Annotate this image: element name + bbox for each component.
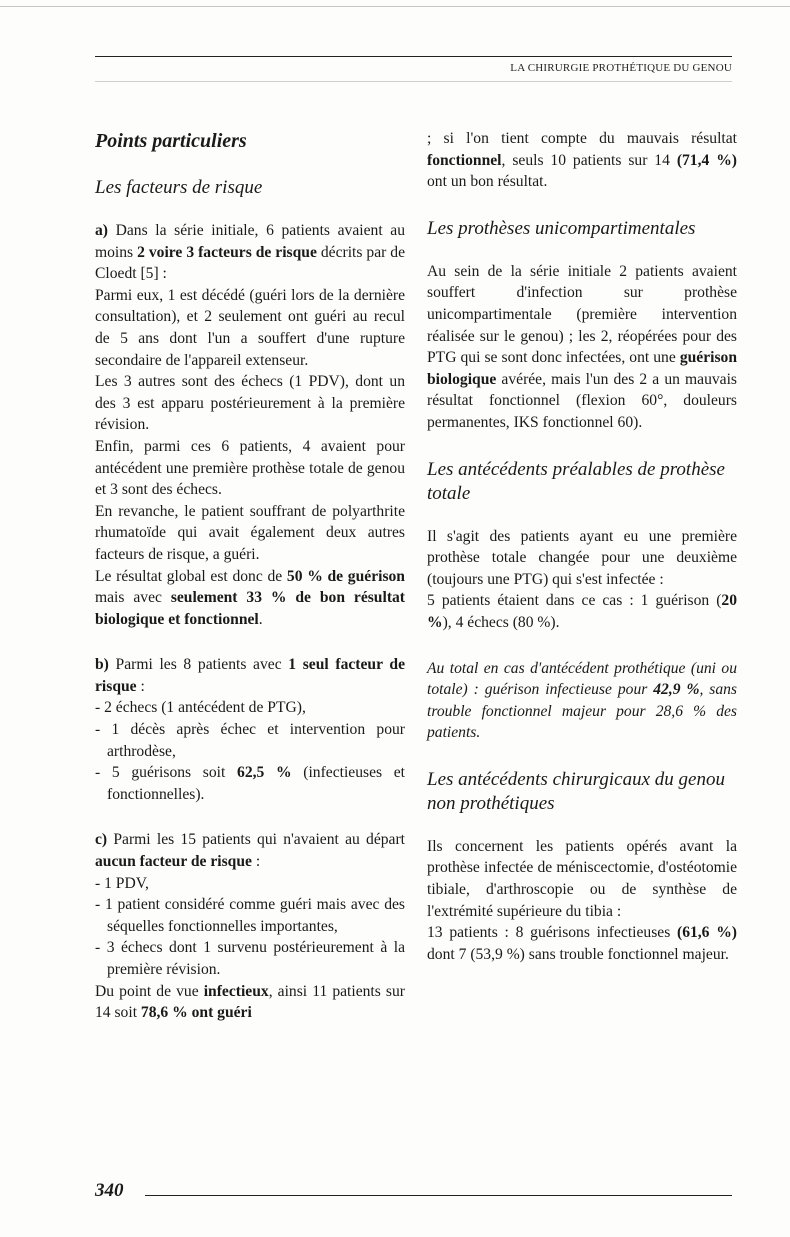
- header-underline: [95, 81, 732, 82]
- list-item: - 1 décès après échec et intervention pour arthrodèse,: [95, 719, 405, 762]
- subsection-title-non-prosthetic: Les antécédents chirurgicaux du genou non prothétiques: [427, 768, 725, 814]
- prior-total-paragraph-1: Il s'agit des patients ayant eu une première prothèse totale changée pour une deuxième (toujours une PTG) qui s'est infectée :: [427, 527, 737, 588]
- running-title: LA CHIRURGIE PROTHÉTIQUE DU GENOU: [510, 62, 732, 74]
- list-item: - 5 guérisons soit 62,5 % (infectieuses et fonctionnelles).: [95, 762, 405, 805]
- section-title: Points particuliers: [95, 130, 247, 152]
- prior-total-paragraph-2: 5 patients étaient dans ce cas : 1 guérison (20 %), 4 échecs (80 %).: [427, 592, 737, 631]
- non-prosthetic-paragraph-1: Ils concernent les patients opérés avant la prothèse infectée de méniscectomie, d'ostéotomie tibiale, d'arthroscopie ou de synthèse de l'extrémité supérieure du tibia :: [427, 837, 737, 920]
- page-number: 340: [95, 1180, 124, 1201]
- continuation-paragraph: ; si l'on tient compte du mauvais résultat fonctionnel, seuls 10 patients sur 14 (71,4 %) ont un bon résultat.: [427, 130, 737, 191]
- top-edge-rule: [0, 6, 790, 7]
- paragraph-a-6: Le résultat global est donc de 50 % de guérison mais avec seulement 33 % de bon résultat biologique et fonctionnel.: [95, 567, 405, 628]
- list-item: - 2 échecs (1 antécédent de PTG),: [95, 697, 405, 719]
- list-item: - 1 patient considéré comme guéri mais avec des séquelles fonctionnelles importantes,: [95, 894, 405, 937]
- paragraph-a-5: En revanche, le patient souffrant de polyarthrite rhumatoïde qui avait également deux autres facteurs de risque, a guéri.: [95, 502, 405, 563]
- paragraph-a-2: Parmi eux, 1 est décédé (guéri lors de la dernière consultation), et 2 seulement ont guéri au recul de 5 ans dont l'un a souffert d'une rupture secondaire de l'appareil extenseur.: [95, 286, 405, 369]
- unicompartmental-paragraph: Au sein de la série initiale 2 patients avaient souffert d'infection sur prothèse unicompartimentale (première intervention réalisée sur le genou) ; les 2, réopérées pour des PTG qui se sont donc infectées, ont une guérison biologique avérée, mais l'un des 2 a un mauvais résultat fonctionnel (flexion 60°, douleurs permanentes, IKS fonctionnel 60).: [427, 262, 737, 431]
- header-rule: [95, 56, 732, 57]
- subsection-title-unicompartmental: Les prothèses unicompartimentales: [427, 217, 696, 239]
- paragraph-c-conclusion: Du point de vue infectieux, ainsi 11 patients sur 14 soit 78,6 % ont guéri: [95, 982, 405, 1022]
- subsection-title-prior-total: Les antécédents préalables de prothèse totale: [427, 458, 725, 504]
- paragraph-a-4: Enfin, parmi ces 6 patients, 4 avaient pour antécédent une première prothèse totale de genou et 3 sont des échecs.: [95, 437, 405, 499]
- paragraph-c-intro: c) Parmi les 15 patients qui n'avaient au départ aucun facteur de risque :: [95, 831, 405, 871]
- list-item: - 3 échecs dont 1 survenu postérieurement à la première révision.: [95, 937, 405, 980]
- paragraph-a-3: Les 3 autres sont des échecs (1 PDV), dont un des 3 est apparu postérieurement à la première révision.: [95, 373, 405, 434]
- paragraph-b: [95, 654, 405, 805]
- list-item: - 1 PDV,: [95, 873, 405, 895]
- total-summary-paragraph: Au total en cas d'antécédent prothétique (uni ou totale) : guérison infectieuse pour 42,9 %, sans trouble fonctionnel majeur pour 28,6 % des patients.: [427, 659, 737, 742]
- non-prosthetic-paragraph-2: 13 patients : 8 guérisons infectieuses (61,6 %) dont 7 (53,9 %) sans trouble fonctionnel majeur.: [427, 924, 737, 963]
- paragraph-a-intro: a) Dans la série initiale, 6 patients avaient au moins 2 voire 3 facteurs de risque décrits par de Cloedt [5] :: [95, 222, 405, 283]
- paragraph-b-list: [95, 697, 405, 805]
- paragraph-c: [95, 829, 405, 1023]
- subsection-title-risk-factors: Les facteurs de risque: [95, 177, 263, 198]
- left-column: [95, 128, 405, 1024]
- paragraph-c-list: [95, 873, 405, 981]
- paragraph-a: [95, 220, 405, 630]
- footer-rule: [145, 1195, 732, 1196]
- paragraph-b-intro: b) Parmi les 8 patients avec 1 seul facteur de risque :: [95, 656, 405, 695]
- right-column: [427, 128, 737, 965]
